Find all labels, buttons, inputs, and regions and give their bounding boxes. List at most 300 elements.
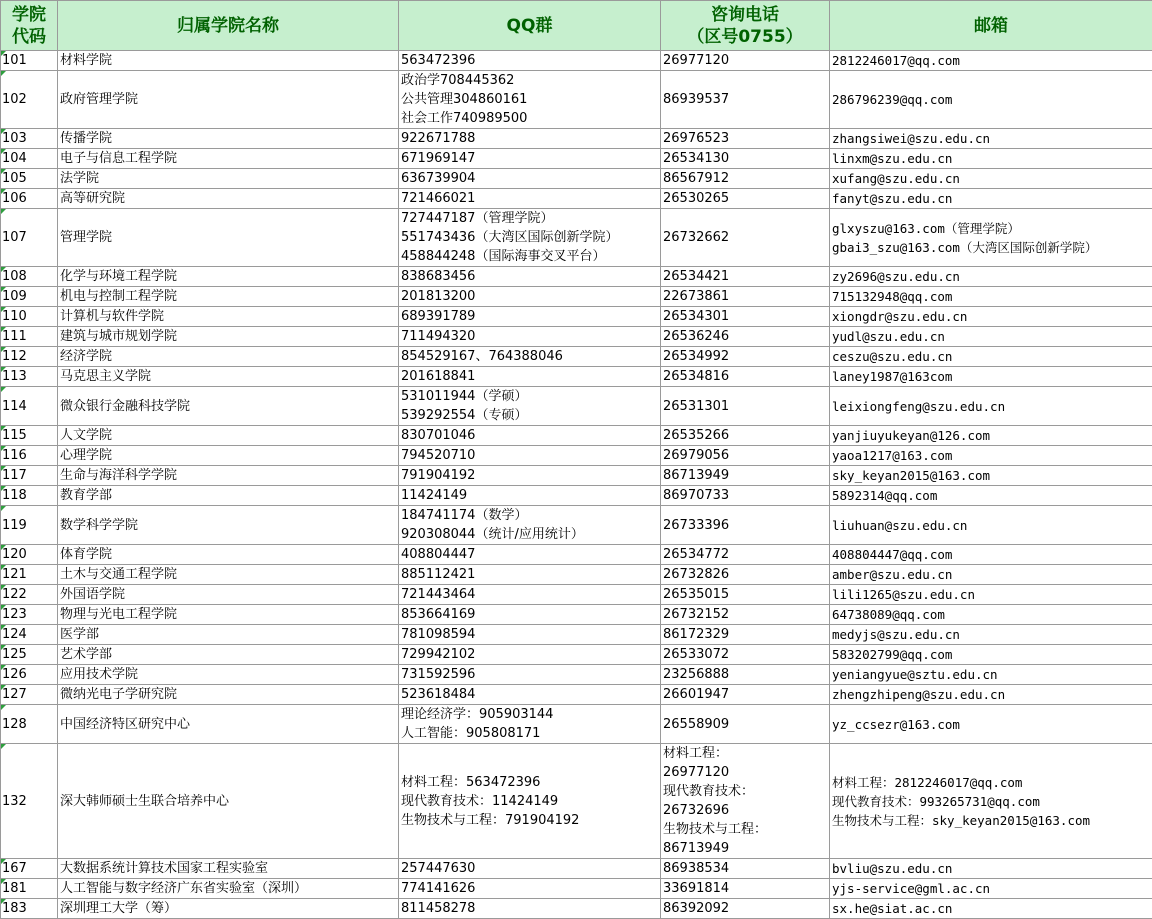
cell-qq[interactable]: [399, 51, 661, 71]
cell-phone[interactable]: [661, 426, 830, 446]
cell-email[interactable]: [830, 565, 1152, 585]
table-row: [1, 129, 1152, 149]
cell-phone[interactable]: [661, 327, 830, 347]
cell-qq[interactable]: [399, 625, 661, 645]
cell-qq-line: 408804447: [401, 545, 660, 564]
cell-email[interactable]: [830, 426, 1152, 446]
cell-phone[interactable]: [661, 605, 830, 625]
cell-name[interactable]: 经济学院: [58, 347, 399, 367]
cell-phone-line: 26531301: [663, 397, 829, 416]
table-row: [1, 486, 1152, 506]
cell-qq-line: 922671788: [401, 129, 660, 148]
cell-qq-line: 政治学708445362: [401, 71, 660, 90]
cell-qq-line: 731592596: [401, 665, 660, 684]
cell-code[interactable]: 107: [1, 209, 58, 267]
cell-qq-line: 公共管理304860161: [401, 90, 660, 109]
cell-name[interactable]: 电子与信息工程学院: [58, 149, 399, 169]
cell-qq[interactable]: [399, 486, 661, 506]
cell-qq-line: 729942102: [401, 645, 660, 664]
cell-phone[interactable]: [661, 685, 830, 705]
cell-email-line: 现代教育技术：993265731@qq.com: [832, 792, 1152, 811]
table-row: [1, 879, 1152, 899]
cell-qq-line: 711494320: [401, 327, 660, 346]
cell-email[interactable]: [830, 879, 1152, 899]
cell-name[interactable]: 深圳理工大学（筹）: [58, 899, 399, 919]
table-row: [1, 149, 1152, 169]
table-row: [1, 446, 1152, 466]
cell-email-line: yjs-service@gml.ac.cn: [832, 879, 1152, 898]
cell-qq-line: 794520710: [401, 446, 660, 465]
cell-phone[interactable]: [661, 899, 830, 919]
table-row: [1, 605, 1152, 625]
cell-phone[interactable]: [661, 51, 830, 71]
cell-qq[interactable]: [399, 267, 661, 287]
cell-phone-line: 26733396: [663, 516, 829, 535]
cell-qq-line: 636739904: [401, 169, 660, 188]
cell-phone[interactable]: [661, 446, 830, 466]
cell-phone[interactable]: [661, 307, 830, 327]
cell-qq-line: 生物技术与工程：791904192: [401, 811, 660, 830]
cell-code[interactable]: 125: [1, 645, 58, 665]
cell-name[interactable]: 计算机与软件学院: [58, 307, 399, 327]
cell-qq-line: 721466021: [401, 189, 660, 208]
cell-phone[interactable]: [661, 486, 830, 506]
cell-name[interactable]: 教育学部: [58, 486, 399, 506]
cell-phone[interactable]: [661, 545, 830, 565]
cell-phone-line: 26534301: [663, 307, 829, 326]
cell-code[interactable]: 101: [1, 51, 58, 71]
cell-phone[interactable]: [661, 879, 830, 899]
cell-phone[interactable]: [661, 744, 830, 859]
cell-phone-line: 86172329: [663, 625, 829, 644]
cell-code[interactable]: 116: [1, 446, 58, 466]
table-row: [1, 71, 1152, 129]
cell-code[interactable]: 128: [1, 705, 58, 744]
table-row: [1, 645, 1152, 665]
cell-email-line: xiongdr@szu.edu.cn: [832, 307, 1152, 326]
cell-code[interactable]: 102: [1, 71, 58, 129]
cell-phone[interactable]: [661, 705, 830, 744]
cell-code[interactable]: 126: [1, 665, 58, 685]
cell-code[interactable]: 132: [1, 744, 58, 859]
cell-email-line: leixiongfeng@szu.edu.cn: [832, 397, 1152, 416]
cell-email-line: zhengzhipeng@szu.edu.cn: [832, 685, 1152, 704]
cell-name[interactable]: 政府管理学院: [58, 71, 399, 129]
cell-qq[interactable]: [399, 506, 661, 545]
cell-qq[interactable]: [399, 645, 661, 665]
cell-qq[interactable]: [399, 545, 661, 565]
cell-phone[interactable]: [661, 209, 830, 267]
cell-code[interactable]: 181: [1, 879, 58, 899]
cell-qq-line: 563472396: [401, 51, 660, 70]
cell-code[interactable]: 122: [1, 585, 58, 605]
cell-phone-line: 26534816: [663, 367, 829, 386]
cell-code[interactable]: 113: [1, 367, 58, 387]
cell-email[interactable]: [830, 446, 1152, 466]
cell-email-line: 715132948@qq.com: [832, 287, 1152, 306]
cell-phone[interactable]: [661, 625, 830, 645]
cell-qq-line: 社会工作740989500: [401, 109, 660, 128]
cell-email-line: sx.he@siat.ac.cn: [832, 899, 1152, 918]
cell-phone-line: 材料工程：: [663, 744, 829, 763]
cell-email[interactable]: [830, 347, 1152, 367]
table-row: [1, 426, 1152, 446]
cell-phone-line: 生物技术与工程：: [663, 820, 829, 839]
cell-phone[interactable]: [661, 859, 830, 879]
cell-email[interactable]: [830, 645, 1152, 665]
cell-name[interactable]: 艺术学部: [58, 645, 399, 665]
cell-email[interactable]: [830, 665, 1152, 685]
cell-qq[interactable]: [399, 605, 661, 625]
header-qq[interactable]: QQ群: [399, 1, 661, 51]
cell-phone[interactable]: [661, 287, 830, 307]
cell-email-line: gbai3_szu@163.com（大湾区国际创新学院）: [832, 238, 1152, 257]
cell-phone[interactable]: [661, 506, 830, 545]
cell-qq-line: 811458278: [401, 899, 660, 918]
cell-phone-line: 现代教育技术：: [663, 782, 829, 801]
cell-phone[interactable]: [661, 169, 830, 189]
cell-email[interactable]: [830, 506, 1152, 545]
table-row: [1, 367, 1152, 387]
cell-name[interactable]: 体育学院: [58, 545, 399, 565]
cell-email-line: yz_ccsezr@163.com: [832, 715, 1152, 734]
cell-email-line: yanjiuyukeyan@126.com: [832, 426, 1152, 445]
cell-email[interactable]: [830, 287, 1152, 307]
cell-phone-line: 26534130: [663, 149, 829, 168]
cell-email-line: ceszu@szu.edu.cn: [832, 347, 1152, 366]
cell-phone[interactable]: [661, 129, 830, 149]
table-row: [1, 585, 1152, 605]
cell-phone-line: 86713949: [663, 839, 829, 858]
cell-email-line: 64738089@qq.com: [832, 605, 1152, 624]
cell-qq-line: 523618484: [401, 685, 660, 704]
header-code[interactable]: 学院 代码: [1, 1, 58, 51]
cell-qq-line: 人工智能：905808171: [401, 724, 660, 743]
cell-name[interactable]: 人工智能与数字经济广东省实验室（深圳）: [58, 879, 399, 899]
cell-email-line: xufang@szu.edu.cn: [832, 169, 1152, 188]
table-row: [1, 287, 1152, 307]
cell-email-line: laney1987@163com: [832, 367, 1152, 386]
table-row: [1, 625, 1152, 645]
cell-phone-line: 26530265: [663, 189, 829, 208]
cell-email-line: zhangsiwei@szu.edu.cn: [832, 129, 1152, 148]
table-row: [1, 169, 1152, 189]
cell-qq-line: 853664169: [401, 605, 660, 624]
cell-name[interactable]: 材料学院: [58, 51, 399, 71]
cell-email[interactable]: [830, 169, 1152, 189]
cell-name[interactable]: 应用技术学院: [58, 665, 399, 685]
cell-qq-line: 721443464: [401, 585, 660, 604]
cell-name[interactable]: 外国语学院: [58, 585, 399, 605]
cell-phone-line: 26535015: [663, 585, 829, 604]
cell-phone-line: 86938534: [663, 859, 829, 878]
cell-name[interactable]: 深大韩师硕士生联合培养中心: [58, 744, 399, 859]
table-row: [1, 387, 1152, 426]
cell-phone-line: 86392092: [663, 899, 829, 918]
cell-qq-line: 791904192: [401, 466, 660, 485]
cell-email[interactable]: [830, 744, 1152, 859]
cell-phone[interactable]: [661, 367, 830, 387]
cell-code[interactable]: 119: [1, 506, 58, 545]
cell-name[interactable]: 传播学院: [58, 129, 399, 149]
cell-phone-line: 26732826: [663, 565, 829, 584]
cell-qq[interactable]: [399, 307, 661, 327]
cell-email-line: zy2696@szu.edu.cn: [832, 267, 1152, 286]
cell-name[interactable]: 高等研究院: [58, 189, 399, 209]
cell-email[interactable]: [830, 267, 1152, 287]
cell-email[interactable]: [830, 387, 1152, 426]
cell-phone-line: 26558909: [663, 715, 829, 734]
cell-code[interactable]: 120: [1, 545, 58, 565]
cell-phone-line: 26977120: [663, 51, 829, 70]
cell-email[interactable]: [830, 51, 1152, 71]
cell-qq-line: 885112421: [401, 565, 660, 584]
cell-name[interactable]: 法学院: [58, 169, 399, 189]
table-row: [1, 859, 1152, 879]
table-row: [1, 209, 1152, 267]
header-email[interactable]: 邮箱: [830, 1, 1152, 51]
cell-name[interactable]: 心理学院: [58, 446, 399, 466]
cell-qq[interactable]: [399, 149, 661, 169]
cell-code[interactable]: 108: [1, 267, 58, 287]
cell-phone[interactable]: [661, 71, 830, 129]
cell-email-line: 5892314@qq.com: [832, 486, 1152, 505]
cell-qq-line: 现代教育技术：11424149: [401, 792, 660, 811]
cell-phone-line: 26976523: [663, 129, 829, 148]
cell-email[interactable]: [830, 327, 1152, 347]
cell-name[interactable]: 人文学院: [58, 426, 399, 446]
cell-email[interactable]: [830, 486, 1152, 506]
cell-phone-line: 23256888: [663, 665, 829, 684]
cell-code[interactable]: 104: [1, 149, 58, 169]
cell-phone-line: 26732152: [663, 605, 829, 624]
cell-email[interactable]: [830, 367, 1152, 387]
cell-qq[interactable]: [399, 189, 661, 209]
header-name[interactable]: 归属学院名称: [58, 1, 399, 51]
cell-name[interactable]: 微众银行金融科技学院: [58, 387, 399, 426]
cell-email-line: yudl@szu.edu.cn: [832, 327, 1152, 346]
cell-qq-line: 920308044（统计/应用统计）: [401, 525, 660, 544]
cell-email[interactable]: [830, 899, 1152, 919]
cell-email[interactable]: [830, 209, 1152, 267]
cell-code[interactable]: 118: [1, 486, 58, 506]
header-row: [1, 1, 1152, 51]
cell-qq[interactable]: [399, 585, 661, 605]
cell-email[interactable]: [830, 71, 1152, 129]
cell-phone-line: 86567912: [663, 169, 829, 188]
cell-phone[interactable]: [661, 189, 830, 209]
cell-code[interactable]: 167: [1, 859, 58, 879]
cell-qq[interactable]: [399, 387, 661, 426]
cell-qq[interactable]: [399, 367, 661, 387]
cell-code[interactable]: 121: [1, 565, 58, 585]
table-row: [1, 545, 1152, 565]
cell-phone-line: 26534992: [663, 347, 829, 366]
cell-email-line: glxyszu@163.com（管理学院）: [832, 219, 1152, 238]
cell-phone[interactable]: [661, 149, 830, 169]
cell-qq[interactable]: [399, 859, 661, 879]
cell-email[interactable]: [830, 585, 1152, 605]
cell-code[interactable]: 112: [1, 347, 58, 367]
table-row: [1, 466, 1152, 486]
cell-name[interactable]: 建筑与城市规划学院: [58, 327, 399, 347]
cell-qq[interactable]: [399, 426, 661, 446]
cell-phone-line: 26535266: [663, 426, 829, 445]
cell-phone-line: 26979056: [663, 446, 829, 465]
cell-name[interactable]: 微纳光电子学研究院: [58, 685, 399, 705]
table-row: [1, 899, 1152, 919]
cell-code[interactable]: 109: [1, 287, 58, 307]
cell-name[interactable]: 中国经济特区研究中心: [58, 705, 399, 744]
table-body: [1, 51, 1152, 919]
cell-email-line: 583202799@qq.com: [832, 645, 1152, 664]
cell-qq-line: 257447630: [401, 859, 660, 878]
cell-qq[interactable]: [399, 169, 661, 189]
cell-qq-line: 539292554（专硕）: [401, 406, 660, 425]
cell-qq[interactable]: [399, 446, 661, 466]
cell-name[interactable]: 数学科学学院: [58, 506, 399, 545]
cell-name[interactable]: 管理学院: [58, 209, 399, 267]
cell-phone-line: 26732696: [663, 801, 829, 820]
cell-name[interactable]: 生命与海洋科学学院: [58, 466, 399, 486]
cell-email-line: medyjs@szu.edu.cn: [832, 625, 1152, 644]
cell-qq-line: 781098594: [401, 625, 660, 644]
cell-qq[interactable]: [399, 565, 661, 585]
cell-qq-line: 689391789: [401, 307, 660, 326]
cell-email[interactable]: [830, 307, 1152, 327]
cell-email[interactable]: [830, 466, 1152, 486]
cell-phone-line: 22673861: [663, 287, 829, 306]
cell-phone-line: 86970733: [663, 486, 829, 505]
cell-qq-line: 727447187（管理学院）: [401, 209, 660, 228]
cell-code[interactable]: 114: [1, 387, 58, 426]
cell-qq-line: 830701046: [401, 426, 660, 445]
cell-qq-line: 531011944（学硕）: [401, 387, 660, 406]
cell-name[interactable]: 物理与光电工程学院: [58, 605, 399, 625]
cell-qq[interactable]: [399, 129, 661, 149]
cell-phone-line: 26601947: [663, 685, 829, 704]
cell-qq[interactable]: [399, 899, 661, 919]
cell-phone-line: 26533072: [663, 645, 829, 664]
cell-email-line: yeniangyue@sztu.edu.cn: [832, 665, 1152, 684]
cell-qq[interactable]: [399, 71, 661, 129]
header-phone[interactable]: 咨询电话 （区号0755）: [661, 1, 830, 51]
cell-phone-line: 86713949: [663, 466, 829, 485]
cell-name[interactable]: 机电与控制工程学院: [58, 287, 399, 307]
cell-email-line: sky_keyan2015@163.com: [832, 466, 1152, 485]
cell-name[interactable]: 大数据系统计算技术国家工程实验室: [58, 859, 399, 879]
cell-qq[interactable]: [399, 705, 661, 744]
cell-phone[interactable]: [661, 585, 830, 605]
cell-email-line: 2812246017@qq.com: [832, 51, 1152, 70]
cell-email[interactable]: [830, 625, 1152, 645]
cell-code[interactable]: 115: [1, 426, 58, 446]
table-row: [1, 189, 1152, 209]
cell-qq[interactable]: [399, 347, 661, 367]
table-row: [1, 665, 1152, 685]
cell-email-line: 生物技术与工程：sky_keyan2015@163.com: [832, 811, 1152, 830]
table-row: [1, 327, 1152, 347]
cell-qq[interactable]: [399, 327, 661, 347]
cell-name[interactable]: 化学与环境工程学院: [58, 267, 399, 287]
cell-qq[interactable]: [399, 685, 661, 705]
cell-email-line: 286796239@qq.com: [832, 90, 1152, 109]
cell-email-line: 材料工程：2812246017@qq.com: [832, 773, 1152, 792]
cell-email[interactable]: [830, 685, 1152, 705]
cell-phone[interactable]: [661, 387, 830, 426]
cell-qq[interactable]: [399, 287, 661, 307]
cell-phone[interactable]: [661, 645, 830, 665]
cell-qq[interactable]: [399, 209, 661, 267]
cell-phone[interactable]: [661, 466, 830, 486]
cell-email-line: yaoa1217@163.com: [832, 446, 1152, 465]
cell-phone[interactable]: [661, 565, 830, 585]
cell-code[interactable]: 105: [1, 169, 58, 189]
cell-code[interactable]: 123: [1, 605, 58, 625]
cell-email[interactable]: [830, 149, 1152, 169]
cell-qq-line: 材料工程：563472396: [401, 773, 660, 792]
cell-name[interactable]: 土木与交通工程学院: [58, 565, 399, 585]
cell-qq-line: 774141626: [401, 879, 660, 898]
cell-email-line: 408804447@qq.com: [832, 545, 1152, 564]
cell-code[interactable]: 183: [1, 899, 58, 919]
cell-code[interactable]: 124: [1, 625, 58, 645]
cell-qq-line: 671969147: [401, 149, 660, 168]
cell-code[interactable]: 103: [1, 129, 58, 149]
cell-qq[interactable]: [399, 466, 661, 486]
cell-email-line: linxm@szu.edu.cn: [832, 149, 1152, 168]
cell-email[interactable]: [830, 605, 1152, 625]
cell-phone-line: 26977120: [663, 763, 829, 782]
table-row: [1, 705, 1152, 744]
cell-code[interactable]: 106: [1, 189, 58, 209]
cell-phone-line: 26534772: [663, 545, 829, 564]
cell-qq[interactable]: [399, 665, 661, 685]
cell-qq[interactable]: [399, 879, 661, 899]
cell-code[interactable]: 111: [1, 327, 58, 347]
cell-qq-line: 理论经济学：905903144: [401, 705, 660, 724]
cell-phone-line: 86939537: [663, 90, 829, 109]
cell-email[interactable]: [830, 189, 1152, 209]
cell-qq[interactable]: [399, 744, 661, 859]
cell-code[interactable]: 117: [1, 466, 58, 486]
cell-qq-line: 11424149: [401, 486, 660, 505]
table-row: [1, 347, 1152, 367]
cell-qq-line: 838683456: [401, 267, 660, 286]
cell-phone[interactable]: [661, 267, 830, 287]
cell-code[interactable]: 110: [1, 307, 58, 327]
cell-email-line: fanyt@szu.edu.cn: [832, 189, 1152, 208]
cell-name[interactable]: 医学部: [58, 625, 399, 645]
cell-name[interactable]: 马克思主义学院: [58, 367, 399, 387]
table-row: [1, 267, 1152, 287]
cell-qq-line: 184741174（数学）: [401, 506, 660, 525]
cell-email[interactable]: [830, 859, 1152, 879]
cell-code[interactable]: 127: [1, 685, 58, 705]
cell-email[interactable]: [830, 545, 1152, 565]
cell-qq-line: 458844248（国际海事交叉平台）: [401, 247, 660, 266]
cell-phone[interactable]: [661, 347, 830, 367]
cell-phone[interactable]: [661, 665, 830, 685]
table-row: [1, 685, 1152, 705]
cell-email-line: bvliu@szu.edu.cn: [832, 859, 1152, 878]
cell-email[interactable]: [830, 705, 1152, 744]
cell-email[interactable]: [830, 129, 1152, 149]
cell-email-line: liuhuan@szu.edu.cn: [832, 516, 1152, 535]
cell-phone-line: 33691814: [663, 879, 829, 898]
table-row: [1, 307, 1152, 327]
table-row: [1, 506, 1152, 545]
